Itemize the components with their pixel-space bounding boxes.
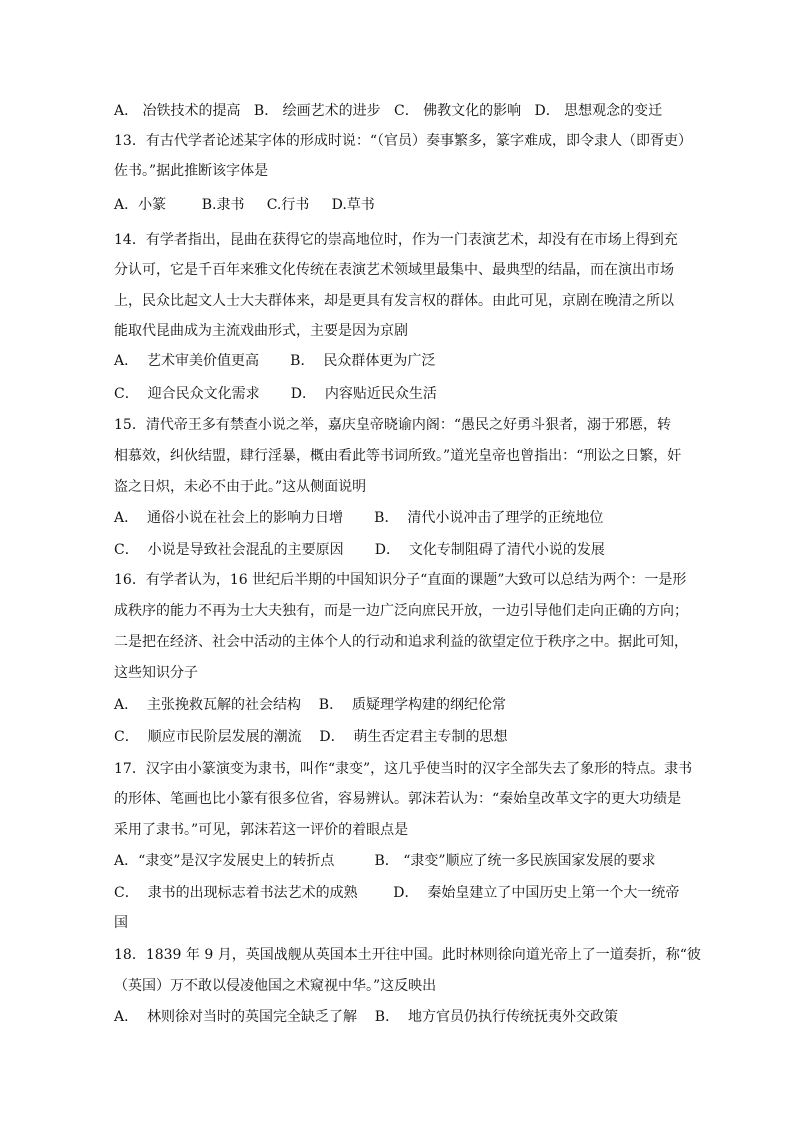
option-line-13: A．小篆 B.隶书 C.行书 D.草书 — [114, 197, 375, 213]
question-18-line-2: （英国）万不敢以侵凌他国之术窥视中华。”这反映出 — [114, 978, 437, 994]
option-line-15b: C． 小说是导致社会混乱的主要原因 D． 文化专制阻碍了清代小说的发展 — [114, 542, 605, 558]
question-14-line-3: 上，民众比起文人士大夫群体来，却是更具有发言权的群体。由此可见，京剧在晚清之所以 — [114, 293, 674, 309]
option-line-15a: A． 通俗小说在社会上的影响力日增 B． 清代小说冲击了理学的正统地位 — [114, 510, 604, 526]
question-15-line-3: 盗之日炽，未必不由于此。”这从侧面说明 — [114, 479, 367, 495]
question-18-line-1: 18．1839 年 9 月，英国战舰从英国本土开往中国。此时林则徐向道光帝上了一道奏折，称“彼 — [114, 947, 701, 963]
question-17-line-1: 17．汉字由小篆演变为隶书，叫作“隶变”，这几乎使当时的汉字全部失去了象形的特点。隶书 — [114, 761, 693, 777]
question-14-line-4: 能取代昆曲成为主流戏曲形式，主要是因为京剧 — [114, 323, 408, 339]
option-line-16b: C． 顺应市民阶层发展的潮流 D． 萌生否定君主专制的思想 — [114, 729, 508, 745]
question-13-line-1: 13．有古代学者论述某字体的形成时说：“（官员）奏事繁多，篆字难成，即令隶人（即胥吏） — [114, 133, 692, 149]
question-14-line-1: 14．有学者指出，昆曲在获得它的崇高地位时，作为一门表演艺术，却没有在市场上得到充 — [114, 232, 678, 248]
option-line-18a: A． 林则徐对当时的英国完全缺乏了解 B． 地方官员仍执行传统抚夷外交政策 — [114, 1009, 618, 1025]
question-16-line-4: 这些知识分子 — [114, 665, 198, 681]
option-line-17b: C． 隶书的出现标志着书法艺术的成熟 D． 秦始皇建立了中国历史上第一个大一统帝 — [114, 885, 680, 901]
option-line-12: A． 冶铁技术的提高 B． 绘画艺术的进步 C． 佛教文化的影响 D． 思想观念的变迁 — [114, 103, 663, 119]
option-line-17b-wrap: 国 — [114, 915, 128, 931]
question-16-line-1: 16．有学者认为，16 世纪后半期的中国知识分子“直面的课题”大致可以总结为两个：一是形 — [114, 572, 687, 588]
option-line-14b: C． 迎合民众文化需求 D． 内容贴近民众生活 — [114, 386, 437, 402]
question-17-line-2: 的形体、笔画也比小篆有很多位省，容易辨认。郭沫若认为：“秦始皇改革文字的更大功绩是 — [114, 791, 682, 807]
option-line-16a: A． 主张挽救瓦解的社会结构 B． 质疑理学构建的纲纪伦常 — [114, 697, 506, 713]
question-17-line-3: 采用了隶书。”可见，郭沫若这一评价的着眼点是 — [114, 822, 409, 838]
question-16-line-3: 二是把在经济、社会中活动的主体个人的行动和追求利益的欲望定位于秩序之中。据此可知， — [114, 634, 688, 650]
question-16-line-2: 成秩序的能力不再为士大夫独有，而是一边广泛向庶民开放，一边引导他们走向正确的方向； — [114, 603, 688, 619]
option-line-17a: A．“隶变”是汉字发展史上的转折点 B． “隶变”顺应了统一多民族国家发展的要求 — [114, 853, 656, 869]
question-15-line-2: 相慕效，纠伙结盟，肆行淫暴，概由看此等书词所致。”道光皇帝也曾指出：“刑讼之日繁，奸 — [114, 448, 682, 464]
question-15-line-1: 15．清代帝王多有禁查小说之举，嘉庆皇帝晓谕内阁：“愚民之好勇斗狠者，溺于邪慝，转 — [114, 417, 671, 433]
question-13-line-2: 佐书。”据此推断该字体是 — [114, 163, 269, 179]
option-line-14a: A． 艺术审美价值更高 B． 民众群体更为广泛 — [114, 353, 436, 369]
question-14-line-2: 分认可，它是千百年来雅文化传统在表演艺术领域里最集中、最典型的结晶，而在演出市场 — [114, 262, 674, 278]
